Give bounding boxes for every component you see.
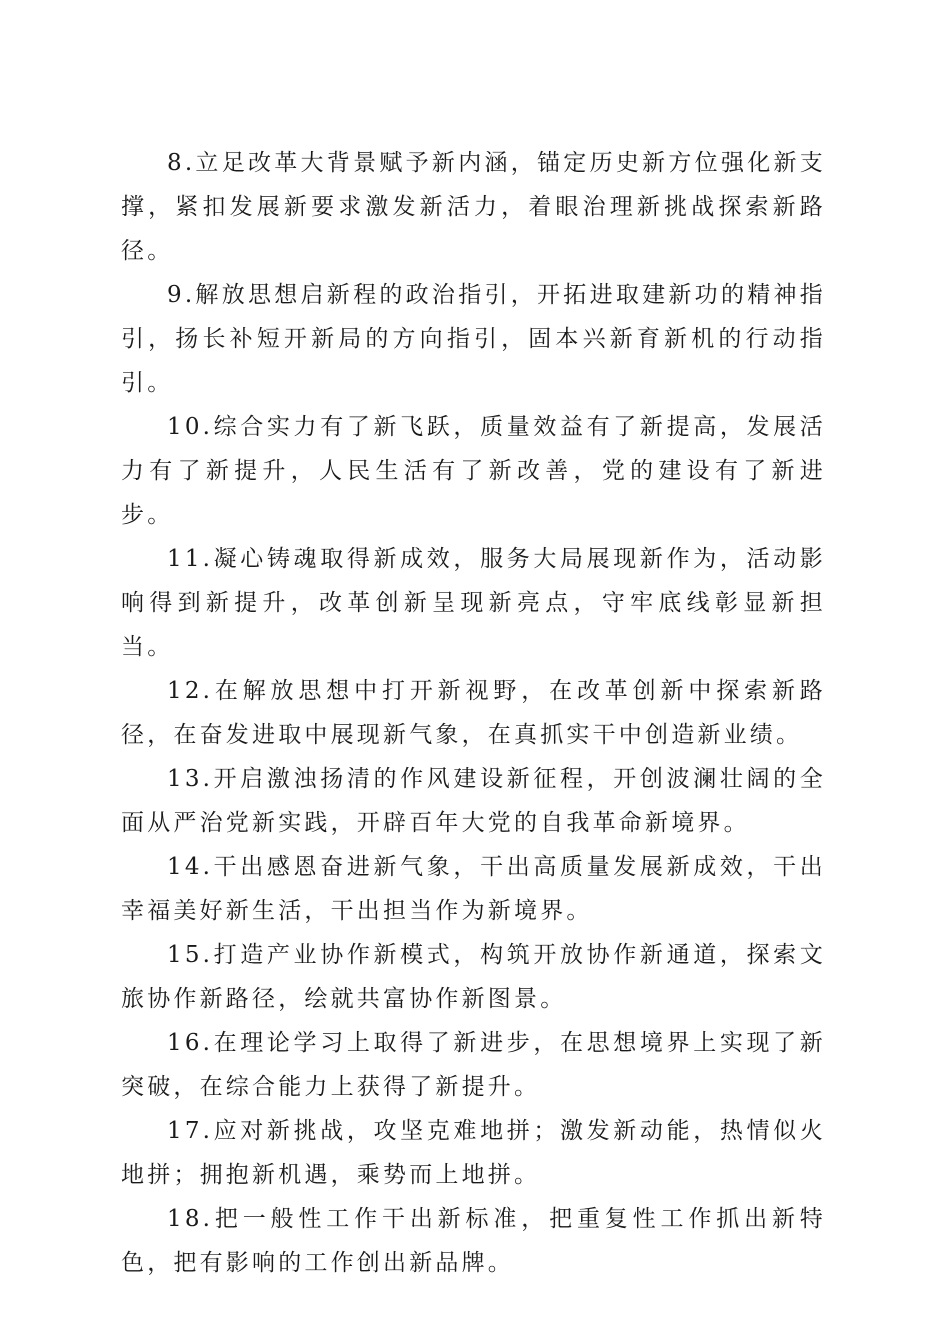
paragraph-11: 11.凝心铸魂取得新成效，服务大局展现新作为，活动影响得到新提升，改革创新呈现新亮点，守牢底线彰显新担当。 bbox=[121, 546, 826, 660]
paragraph-8: 8.立足改革大背景赋予新内涵，锚定历史新方位强化新支撑，紧扣发展新要求激发新活力，着眼治理新挑战探索新路径。 bbox=[121, 150, 826, 264]
paragraph-15: 15.打造产业协作新模式，构筑开放协作新通道，探索文旅协作新路径，绘就共富协作新图景。 bbox=[121, 942, 826, 1012]
paragraph-13: 13.开启激浊扬清的作风建设新征程，开创波澜壮阔的全面从严治党新实践，开辟百年大党的自我革命新境界。 bbox=[121, 766, 826, 836]
paragraph-14: 14.干出感恩奋进新气象，干出高质量发展新成效，干出幸福美好新生活，干出担当作为新境界。 bbox=[121, 854, 826, 924]
paragraph-12: 12.在解放思想中打开新视野，在改革创新中探索新路径，在奋发进取中展现新气象，在真抓实干中创造新业绩。 bbox=[121, 678, 826, 748]
paragraph-16: 16.在理论学习上取得了新进步，在思想境界上实现了新突破，在综合能力上获得了新提升。 bbox=[121, 1030, 826, 1100]
paragraph-10: 10.综合实力有了新飞跃，质量效益有了新提高，发展活力有了新提升，人民生活有了新改善，党的建设有了新进步。 bbox=[121, 414, 826, 528]
paragraph-17: 17.应对新挑战，攻坚克难地拼；激发新动能，热情似火地拼；拥抱新机遇，乘势而上地拼。 bbox=[121, 1118, 826, 1188]
document-body bbox=[121, 141, 826, 1285]
paragraph-18: 18.把一般性工作干出新标准，把重复性工作抓出新特色，把有影响的工作创出新品牌。 bbox=[121, 1206, 826, 1276]
paragraph-9: 9.解放思想启新程的政治指引，开拓进取建新功的精神指引，扬长补短开新局的方向指引，固本兴新育新机的行动指引。 bbox=[121, 282, 826, 396]
